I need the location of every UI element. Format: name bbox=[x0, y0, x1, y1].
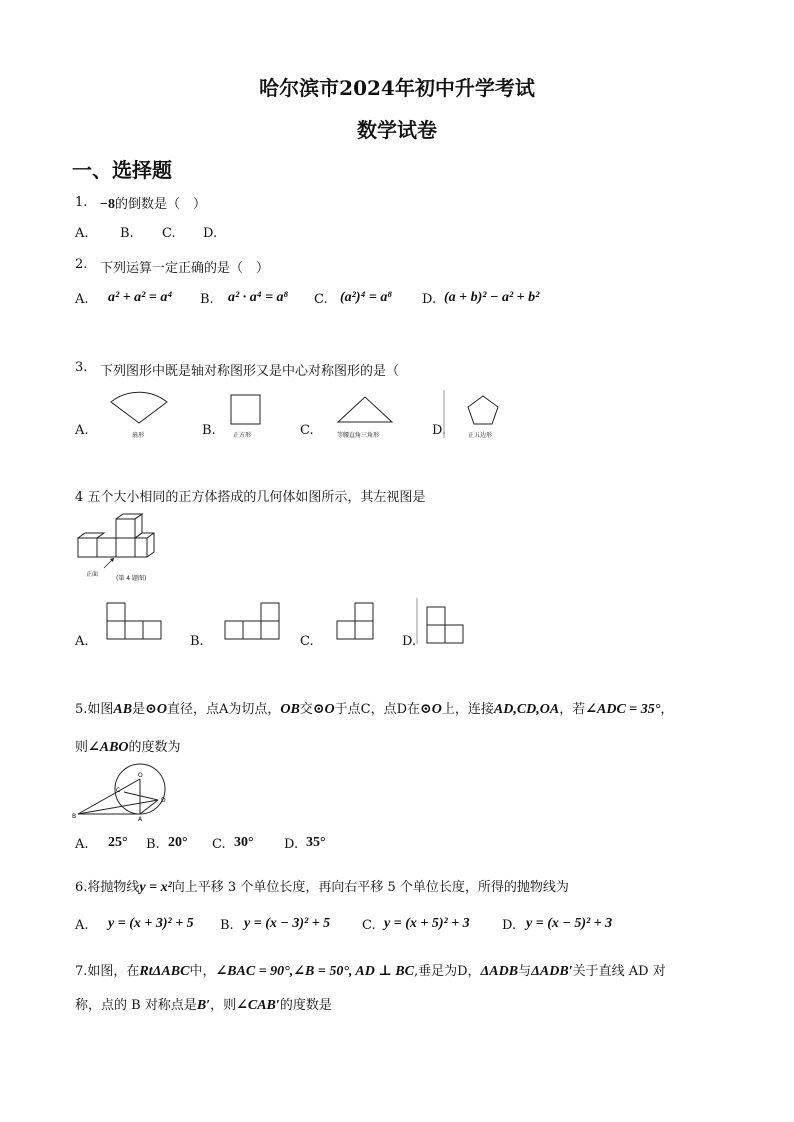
q2-option-c-label: C. bbox=[314, 292, 328, 307]
q2-option-b-label: B. bbox=[200, 292, 214, 307]
q6-option-b-expr: y = (x − 3)² + 5 bbox=[244, 916, 331, 931]
q2-option-c-expr: (a²)⁴ = a⁸ bbox=[340, 290, 393, 305]
q2-option-a-expr: a² + a² = a⁴ bbox=[108, 290, 173, 305]
q5-circle-figure bbox=[72, 762, 172, 823]
scan-divider-line-2 bbox=[416, 598, 418, 644]
q4-option-b-view bbox=[224, 602, 282, 642]
q3-number: 3. bbox=[75, 360, 88, 375]
q5-l2-m1: ∠ABO bbox=[88, 740, 129, 755]
q4-option-d-label: D. bbox=[402, 634, 417, 649]
q7-l1-p3: ,垂足为D， bbox=[413, 964, 481, 979]
q5-l1-m3: OB bbox=[280, 702, 300, 717]
q5-option-b-label: B. bbox=[146, 837, 160, 852]
q5-l1-m6: AD,CD,OA bbox=[493, 702, 560, 717]
q7-l1-m4: ΔADB′ bbox=[531, 964, 573, 979]
q3-option-c-label: C. bbox=[300, 423, 314, 438]
q6-p2: 向上平移 3 个单位长度，再向右平移 5 个单位长度，所得的抛物线为 bbox=[171, 880, 569, 895]
q7-l1-m3: ΔADB bbox=[480, 964, 519, 979]
q1-number: 1. bbox=[75, 195, 88, 210]
q5-l1-p2: 是 bbox=[132, 702, 146, 717]
q5-label-b: B bbox=[72, 813, 77, 820]
page-title: 哈尔滨市2024年初中升学考试 bbox=[259, 76, 535, 100]
q6-option-a-expr: y = (x + 3)² + 5 bbox=[108, 916, 194, 931]
q4-option-c-label: C. bbox=[300, 634, 314, 649]
q5-l1-p3: 直径，点A为切点， bbox=[166, 702, 281, 717]
q3-option-d-label: D. bbox=[432, 423, 447, 438]
q5-l1-p4: 交 bbox=[299, 702, 313, 717]
q3-caption-c: 等腰直角三角形 bbox=[337, 432, 380, 439]
q4-front-label: 正面 bbox=[86, 571, 99, 578]
q5-l1-p5: 于点C，点D在 bbox=[334, 702, 421, 717]
q5-l1-p8: ， bbox=[660, 702, 674, 717]
q3-caption-b: 正方形 bbox=[233, 432, 252, 439]
q7-l2-m1: B′ bbox=[196, 998, 211, 1013]
q5-l1-p1: 5.如图 bbox=[75, 702, 114, 717]
section-heading: 一、选择题 bbox=[72, 158, 172, 182]
square-shape bbox=[230, 394, 262, 426]
q5-l2-p1: 则 bbox=[75, 740, 89, 755]
q2-number: 2. bbox=[75, 257, 88, 272]
q1-option-b: B. bbox=[120, 226, 134, 241]
q7-l1-m2: ∠BAC = 90°,∠B = 50°, AD ⊥ BC bbox=[215, 964, 414, 979]
q2-option-b-expr: a² · a⁴ = a⁸ bbox=[228, 290, 289, 305]
q5-option-d-label: D. bbox=[284, 837, 299, 852]
q7-l1-p5: 关于直线 AD 对 bbox=[572, 964, 666, 979]
q1-option-c: C. bbox=[162, 226, 176, 241]
q6-p1: 6.将抛物线 bbox=[75, 880, 140, 895]
q5-l2-p2: 的度数为 bbox=[128, 740, 181, 755]
q3-caption-a: 扇形 bbox=[132, 432, 145, 439]
q1-text: 的倒数是（ ） bbox=[114, 197, 206, 212]
q5-line2 bbox=[75, 736, 181, 756]
page-subtitle: 数学试卷 bbox=[357, 118, 437, 142]
q6-option-d-expr: y = (x − 5)² + 3 bbox=[526, 916, 613, 931]
q5-l1-m5: ⊙O bbox=[420, 702, 442, 717]
q7-line1 bbox=[75, 960, 666, 980]
q7-l2-p2: ，则 bbox=[210, 998, 237, 1013]
q7-line2 bbox=[75, 994, 332, 1014]
q4-option-d-view bbox=[426, 606, 466, 646]
q4-option-c-view bbox=[336, 602, 376, 642]
sector-shape bbox=[108, 390, 170, 425]
q2-option-d-label: D. bbox=[422, 292, 437, 307]
q6-option-c-label: C. bbox=[362, 918, 376, 933]
q3-option-b-label: B. bbox=[202, 423, 216, 438]
q1-expr: −8 bbox=[100, 197, 115, 212]
q1-option-a: A. bbox=[75, 226, 89, 241]
q5-l1-m2: ⊙O bbox=[145, 702, 167, 717]
q5-option-b-value: 20° bbox=[168, 835, 188, 850]
q2-text: 下列运算一定正确的是（ ） bbox=[100, 261, 270, 276]
isosceles-right-triangle-shape bbox=[336, 395, 394, 425]
q5-line1 bbox=[75, 698, 673, 718]
q5-option-c-label: C. bbox=[212, 837, 226, 852]
q4-option-a-view bbox=[106, 602, 164, 642]
q3-text: 下列图形中既是轴对称图形又是中心对称图形的是（ bbox=[100, 364, 400, 379]
q2-option-d-expr: (a + b)² − a² + b² bbox=[444, 290, 540, 305]
q5-label-a: A bbox=[138, 816, 143, 823]
q5-l1-p7: ，若 bbox=[559, 702, 586, 717]
q6-option-a-label: A. bbox=[75, 918, 89, 933]
q3-option-a-label: A. bbox=[75, 423, 89, 438]
q6-option-d-label: D. bbox=[502, 918, 517, 933]
q6-option-b-label: B. bbox=[220, 918, 234, 933]
q5-label-c: C bbox=[116, 787, 121, 794]
q4-figure-caption: (第 4 题图) bbox=[116, 575, 147, 582]
scan-divider-line bbox=[443, 390, 445, 438]
q5-l1-m4: ⊙O bbox=[312, 702, 335, 717]
q6-m1: y = x² bbox=[139, 880, 172, 895]
q7-l1-m1: RtΔABC bbox=[139, 964, 190, 979]
q4-option-b-label: B. bbox=[190, 634, 204, 649]
q5-option-d-value: 35° bbox=[306, 835, 326, 850]
q3-caption-d: 正五边形 bbox=[468, 432, 493, 439]
q1-option-d: D. bbox=[203, 226, 218, 241]
q6-stem bbox=[75, 876, 569, 896]
q5-option-a-value: 25° bbox=[108, 835, 128, 850]
q5-l1-m1: AB bbox=[113, 702, 133, 717]
q7-l1-p4: 与 bbox=[518, 964, 532, 979]
q2-option-a-label: A. bbox=[75, 292, 89, 307]
q1-stem bbox=[100, 193, 206, 213]
q5-l1-p6: 上，连接 bbox=[441, 702, 494, 717]
q5-l1-m7: ∠ADC = 35° bbox=[585, 702, 661, 717]
q7-l1-p2: 中， bbox=[189, 964, 216, 979]
q7-l2-m2: ∠CAB′ bbox=[236, 998, 280, 1013]
q5-option-c-value: 30° bbox=[234, 835, 254, 850]
pentagon-shape bbox=[466, 394, 500, 426]
q4-option-a-label: A. bbox=[75, 634, 89, 649]
q7-l2-p1: 称，点的 B 对称点是 bbox=[75, 998, 197, 1013]
q5-label-d: D bbox=[161, 797, 166, 804]
q7-l2-p3: 的度数是 bbox=[279, 998, 332, 1013]
q7-l1-p1: 7.如图，在 bbox=[75, 964, 140, 979]
q6-option-c-expr: y = (x + 5)² + 3 bbox=[384, 916, 470, 931]
q5-label-o: O bbox=[138, 772, 143, 779]
q5-option-a-label: A. bbox=[75, 837, 89, 852]
q4-text: 4 五个大小相同的正方体搭成的几何体如图所示，其左视图是 bbox=[75, 490, 426, 505]
